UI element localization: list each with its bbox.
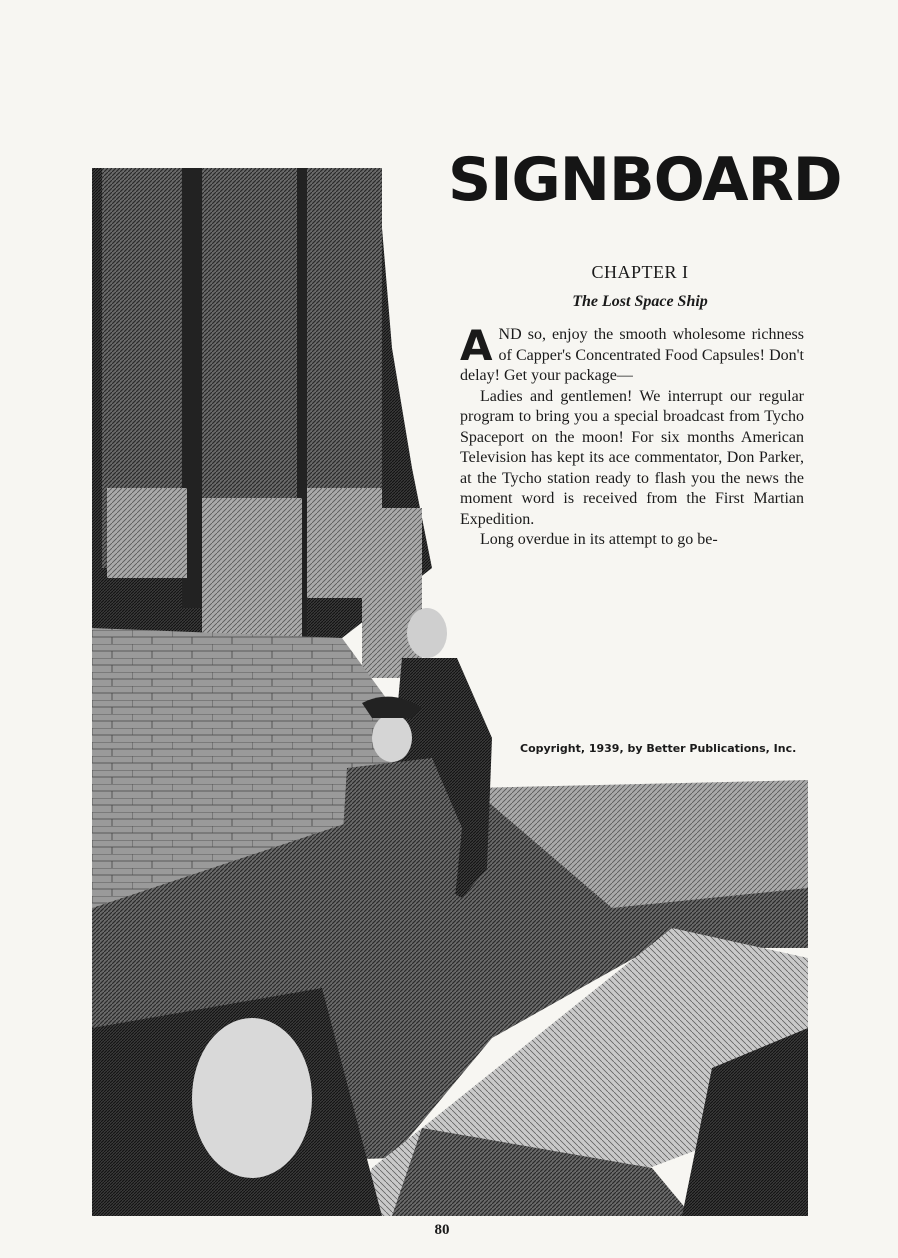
paragraph-2: Ladies and gentlemen! We interrupt our regular program to bring you a special broadcast from Tycho Spaceport on the moon! For six months American Television has kept its ace commentator, Don Parker, at the Tycho station ready to flash you the news the moment word is received from the First Martian Expedition. <box>460 387 804 528</box>
copyright-notice: Copyright, 1939, by Better Publications, Inc. <box>520 742 797 755</box>
paragraph-1 <box>460 321 804 387</box>
paragraph-3: Long overdue in its attempt to go be- <box>480 531 718 548</box>
page-number: 80 <box>434 1222 450 1238</box>
paragraph-1-text: ND so, enjoy the smooth wholesome richness of Capper's Concentrated Food Capsules! Don't delay! Get your package— <box>460 326 804 384</box>
story-title: SIGNBOARD <box>448 145 842 215</box>
chapter-heading: CHAPTER I <box>591 262 689 282</box>
story-text <box>460 321 804 551</box>
drop-cap: A <box>460 321 493 370</box>
chapter-subtitle: The Lost Space Ship <box>572 293 708 310</box>
